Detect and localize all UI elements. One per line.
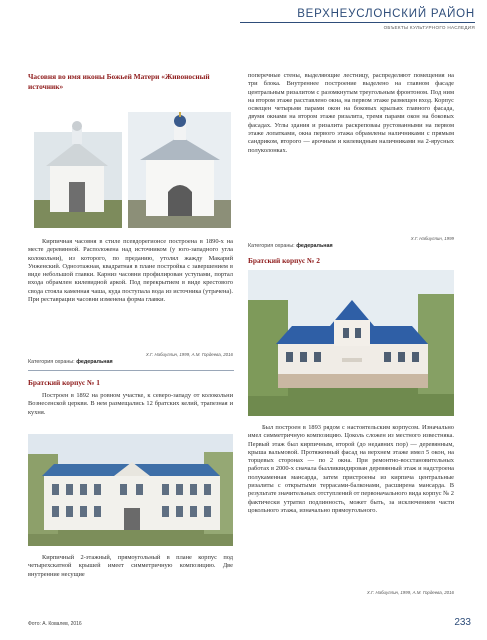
building1-photo (28, 434, 233, 546)
category-label: Категория охраны: (28, 359, 75, 365)
category-value: федеральная (296, 243, 333, 249)
category-value: федеральная (76, 359, 113, 365)
page-number: 233 (454, 617, 471, 628)
page-header (240, 8, 475, 30)
chapel-text: Кирпичная часовня в стиле псевдорегионсе построена в 1890-х на месте деревянной. Расположена над источником (у юго-западного угла колокольни), из которого, по преданию, утолял жажду Макарий Унженский. Одноэтажная, квадратная в плане постройка с завершением в виде небольшой главки. Карниз часовни профилирован уступами, портал входа обрамлен килевидной аркой. Под перекрытием в виде крестового свода стояла каменная чаша, куда поступала вода из источника (утрачена). При реставрации часовни изменена форма главки. (28, 238, 233, 304)
building2-photo (248, 270, 454, 416)
chapel-category (28, 359, 113, 365)
building2-credit: Х.Г. Набиуллин, 1999, А.М. Гордеева, 2016 (366, 590, 454, 595)
chapel-photo-credit: Х.Г. Набиуллин, 1999, А.М. Гордеева, 2016 (145, 352, 233, 357)
region-subtitle: ОБЪЕКТЫ КУЛЬТУРНОГО НАСЛЕДИЯ (383, 25, 475, 30)
building2-heading: Братский корпус № 2 (248, 256, 320, 265)
header-rule (240, 22, 475, 23)
building1-continued-text: поперечные стены, выделяющие лестницу, распределяют помещения на три блока. Внутреннее построение выделено на главном фасаде центральным ризалитом с разомкнутым треугольным фронтоном. Под ним на втором этаже расставлено окна, на первом этаже размещен вход. Корпус освещен четырьмя парами окон на боковых крыльях главного фасада, двумя окнами на втором этаже ризалита, тремя парами окон на боковых фасадах. Углы здания и ризалита раскреповаы рустованными на первом этаже лопатками, окна первого этажа обрамлены наличниками с прямым сандриком, второго — арочным и килевидным наличниками на 2-ярусных полуколонках. (248, 72, 454, 154)
building2-text: Был построен в 1893 рядом с настоятельским корпусом. Изначально имел симметричную композицию. Цоколь сложен из местного известняка. Первый этаж был кирпичным, второй (до недавних пор) — деревянным, крыша вальмовой. Протяженный фасад на верхнем этаже имел 5 окон, на торцевых сторонах — по 2 окна. При ремонтно-восстановительных работах в 2000-х сначала былликвидирован деревянный этаж и надстроена полукаменная мансарда, затем пристроены из кирпича центральные ризалиты с открытыми террасами-балконами, расширена мансарда. В результате значительных отступлений от первоначального вида корпус № 2 фактически утратил подлинность, может быть, за исключением части цокольного этажа, изначально прямоугольного. (248, 424, 454, 514)
category-label: Категория охраны: (248, 243, 295, 249)
section-divider (28, 370, 234, 371)
continued-credit: Х.Г. Набиуллин, 1999 (410, 236, 454, 241)
building1-text2: Кирпичный 2-этажный, прямоугольный в плане корпус под четырехскатной крышей имеет симметричную композицию. Две внутренние несущие (28, 554, 233, 578)
building1-text: Построен в 1892 на ровном участке, к северо-западу от колокольни Вознесенской церкви. В нем размещались 12 братских келий, трапезная и кухня. (28, 392, 233, 416)
chapel-heading: Часовня во имя иконы Божьей Матери «Живоносный источник» (28, 72, 210, 91)
building1-heading: Братский корпус № 1 (28, 378, 100, 387)
continued-category (248, 243, 333, 249)
footer-photo-credit: Фото: А. Ковалев, 2016 (28, 621, 82, 627)
chapel-photos (28, 112, 233, 230)
region-title: ВЕРХНЕУСЛОНСКИЙ РАЙОН (297, 8, 475, 20)
